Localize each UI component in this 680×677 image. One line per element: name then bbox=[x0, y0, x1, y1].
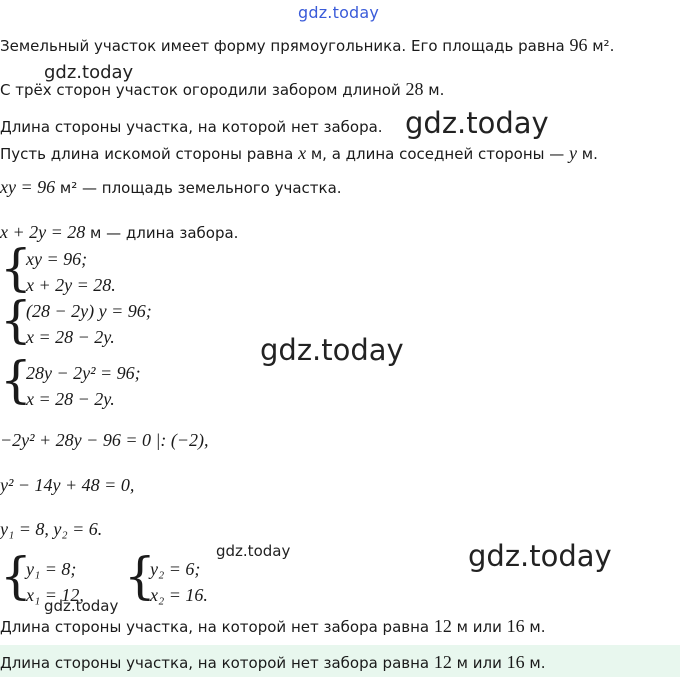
solution-intro bbox=[0, 144, 598, 163]
result-mid: м или bbox=[451, 618, 507, 636]
var-x: x bbox=[298, 143, 307, 163]
brace-2: { bbox=[0, 291, 32, 349]
watermark-top: gdz.today bbox=[298, 3, 380, 22]
problem-line-3-text: Длина стороны участка, на которой нет забора. bbox=[0, 118, 383, 136]
answer-end: м. bbox=[524, 654, 546, 672]
area-unit: м². bbox=[587, 37, 615, 55]
intro-a: Пусть длина искомой стороны равна bbox=[0, 145, 299, 163]
result-v1: 12 bbox=[433, 616, 452, 636]
answer-bar bbox=[0, 645, 680, 677]
eq-fence bbox=[0, 223, 238, 242]
system-2-line-1: (28 − 2y) y = 96; bbox=[26, 301, 152, 321]
result-line bbox=[0, 617, 545, 636]
problem-line-1-text: Земельный участок имеет форму прямоугольника. Его площадь равна bbox=[0, 37, 570, 55]
result-v2: 16 bbox=[506, 616, 525, 636]
area-value: 96 bbox=[569, 35, 588, 55]
system-5-line-1: y₂ = 6; bbox=[150, 559, 201, 579]
result-text: Длина стороны участка, на которой нет забора равна bbox=[0, 618, 434, 636]
brace-3: { bbox=[0, 351, 32, 409]
system-3-line-1: 28y − 2y² = 96; bbox=[26, 363, 141, 383]
system-1-line-2: x + 2y = 28. bbox=[26, 275, 116, 295]
system-5-line-2: x₂ = 16. bbox=[150, 585, 208, 605]
answer-v2: 16 bbox=[506, 652, 525, 672]
answer-line bbox=[0, 653, 545, 672]
system-4-line-1: y₁ = 8; bbox=[26, 559, 77, 579]
watermark-3: gdz.today bbox=[405, 106, 549, 140]
problem-line-1 bbox=[0, 36, 614, 55]
system-1 bbox=[0, 239, 220, 300]
eq-area bbox=[0, 178, 342, 197]
system-1-line-1: xy = 96; bbox=[26, 249, 88, 269]
system-5 bbox=[124, 547, 244, 608]
answer-mid: м или bbox=[451, 654, 507, 672]
watermark-6: gdz.today bbox=[468, 539, 612, 573]
problem-line-2 bbox=[0, 80, 444, 99]
watermark-4: gdz.today bbox=[260, 333, 404, 367]
brace-5: { bbox=[124, 547, 156, 605]
eq-area-math: xy = 96 bbox=[0, 177, 56, 197]
problem-line-2-text: С трёх сторон участок огородили забором длиной bbox=[0, 81, 406, 99]
fence-unit: м. bbox=[423, 81, 445, 99]
watermark-5: gdz.today bbox=[216, 542, 291, 560]
system-2-line-2: x = 28 − 2y. bbox=[26, 327, 115, 347]
eq-roots: y₁ = 8, y₂ = 6. bbox=[0, 519, 103, 539]
result-end: м. bbox=[524, 618, 546, 636]
eq-fence-text: м — длина забора. bbox=[85, 224, 239, 242]
var-y: y bbox=[569, 143, 578, 163]
eq-fence-math: x + 2y = 28 bbox=[0, 222, 86, 242]
brace-4: { bbox=[0, 547, 32, 605]
brace-1: { bbox=[0, 239, 32, 297]
eq-reduced: y² − 14y + 48 = 0, bbox=[0, 475, 135, 495]
system-2 bbox=[0, 291, 220, 352]
answer-v1: 12 bbox=[433, 652, 452, 672]
eq-quadratic: −2y² + 28y − 96 = 0 |: (−2), bbox=[0, 430, 209, 450]
intro-c: м. bbox=[577, 145, 598, 163]
answer-text: Длина стороны участка, на которой нет забора равна bbox=[0, 654, 434, 672]
eq-area-text: м² — площадь земельного участка. bbox=[55, 179, 342, 197]
watermark-7: gdz.today bbox=[44, 597, 119, 615]
problem-line-3 bbox=[0, 118, 383, 136]
fence-value: 28 bbox=[405, 79, 424, 99]
system-3 bbox=[0, 351, 220, 412]
system-4-line-2: x₁ = 12, bbox=[26, 585, 84, 605]
system-3-line-2: x = 28 − 2y. bbox=[26, 389, 115, 409]
intro-b: м, а длина соседней стороны — bbox=[306, 145, 570, 163]
watermark-2: gdz.today bbox=[44, 62, 134, 83]
